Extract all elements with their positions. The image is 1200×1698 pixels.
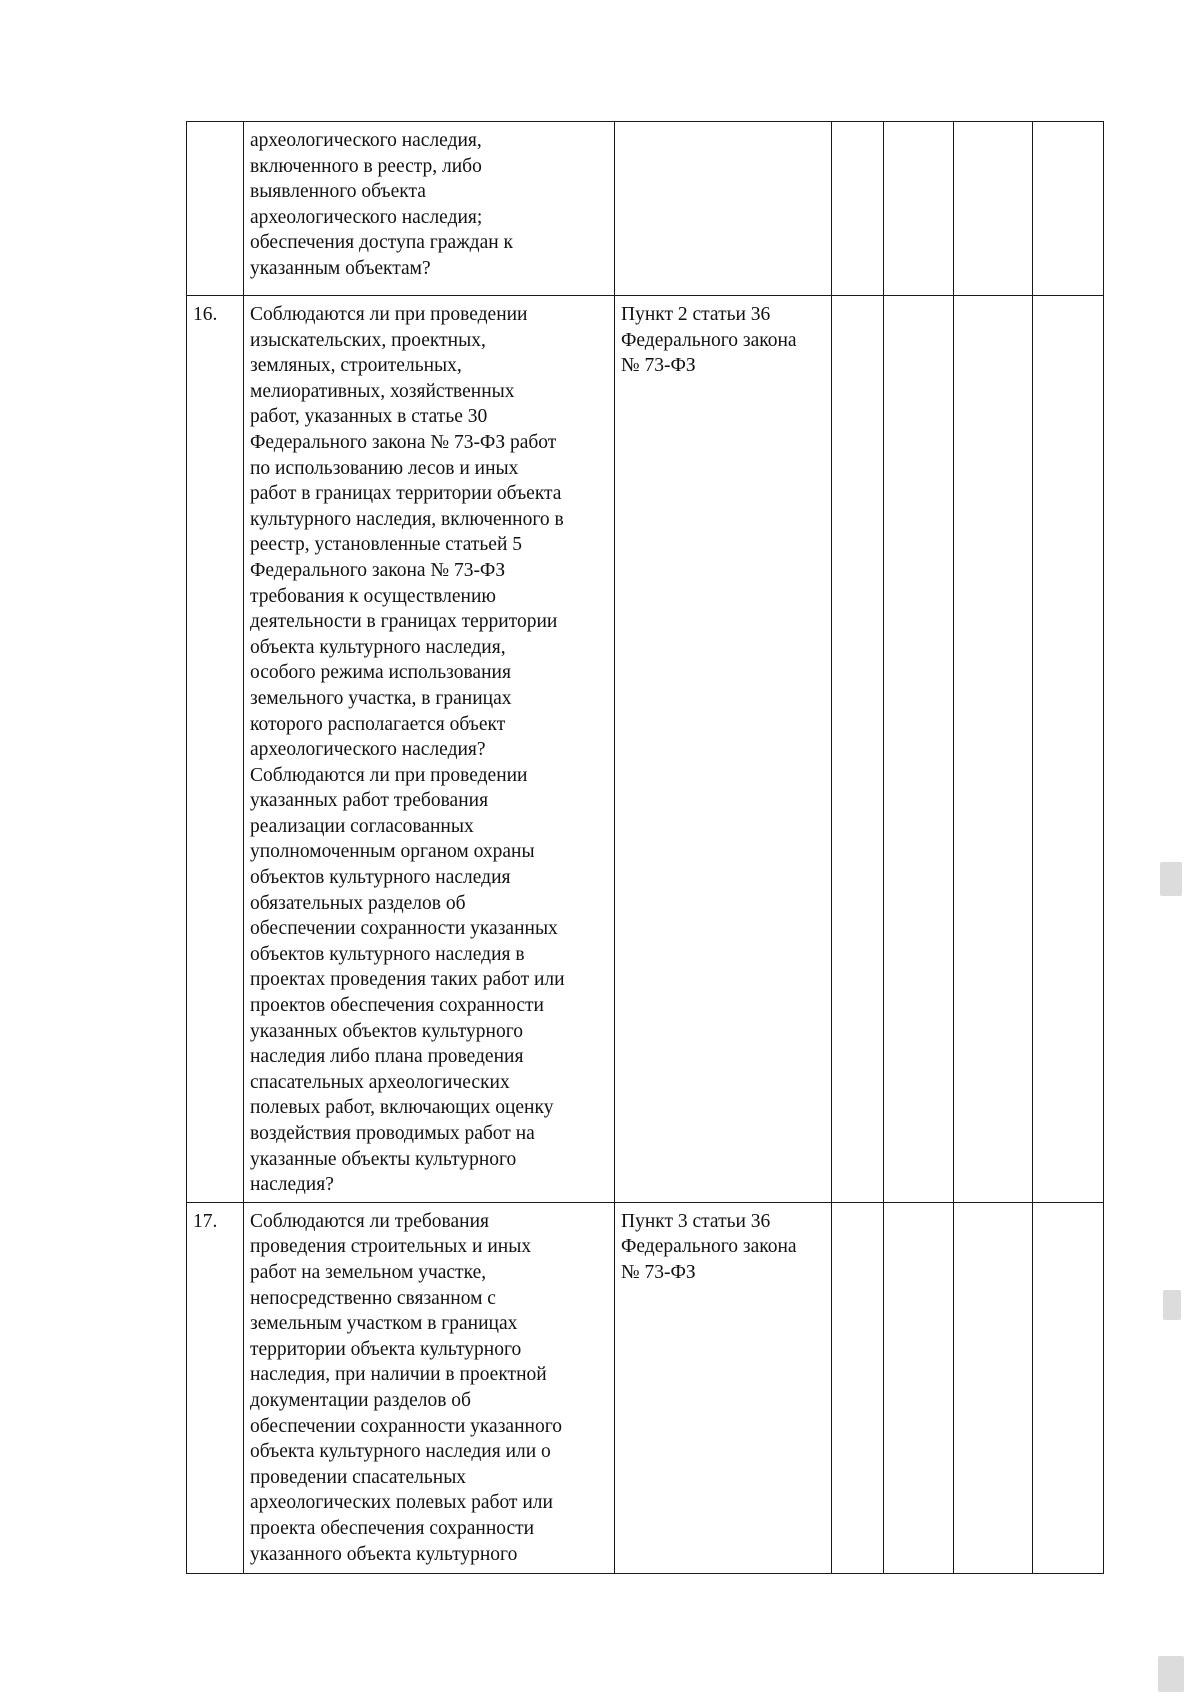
- answer-cell-yes: [832, 1202, 884, 1573]
- note-cell: [1033, 296, 1104, 1203]
- answer-cell-no: [884, 1202, 954, 1573]
- table-row: [187, 1202, 1104, 1573]
- answer-cell-yes: [832, 296, 884, 1203]
- answer-cell-yes: [832, 122, 884, 296]
- table-row: [187, 296, 1104, 1203]
- requirement-text: археологического наследия, включенного в реестр, либо выявленного объекта археологического наследия; обеспечения доступа граждан к указанным объектам?: [244, 122, 615, 296]
- note-cell: [1033, 122, 1104, 296]
- scan-artifact: [1158, 1656, 1184, 1692]
- answer-cell-no: [884, 122, 954, 296]
- answer-cell-not-applicable: [954, 1202, 1033, 1573]
- checklist-table: [186, 121, 1104, 1574]
- legal-reference: Пункт 3 статьи 36 Федерального закона № 73-ФЗ: [615, 1202, 832, 1573]
- row-number: [187, 122, 244, 296]
- row-number: 16.: [187, 296, 244, 1203]
- requirement-text: Соблюдаются ли при проведении изыскательских, проектных, земляных, строительных, мелиоративных, хозяйственных работ, указанных в статье 30 Федерального закона № 73-ФЗ работ по использованию лесов и иных работ в границах территории объекта культурного наследия, включенного в реестр, установленные статьей 5 Федерального закона № 73-ФЗ требования к осуществлению деятельности в границах территории объекта культурного наследия, особого режима использования земельного участка, в границах которого располагается объект археологического наследия? Соблюдаются ли при проведении указанных работ требования реализации согласованных уполномоченным органом охраны объектов культурного наследия обязательных разделов об обеспечении сохранности указанных объектов культурного наследия в проектах проведения таких работ или проектов обеспечения сохранности указанных объектов культурного наследия либо плана проведения спасательных археологических полевых работ, включающих оценку воздействия проводимых работ на указанные объекты культурного наследия?: [244, 296, 615, 1203]
- scan-artifact: [1163, 1290, 1181, 1320]
- legal-reference: Пункт 2 статьи 36 Федерального закона № 73-ФЗ: [615, 296, 832, 1203]
- legal-reference: [615, 122, 832, 296]
- requirement-text: Соблюдаются ли требования проведения строительных и иных работ на земельном участке, непосредственно связанном с земельным участком в границах территории объекта культурного наследия, при наличии в проектной документации разделов об обеспечении сохранности указанного объекта культурного наследия или о проведении спасательных археологических полевых работ или проекта обеспечения сохранности указанного объекта культурного: [244, 1202, 615, 1573]
- table-row: [187, 122, 1104, 296]
- note-cell: [1033, 1202, 1104, 1573]
- answer-cell-not-applicable: [954, 296, 1033, 1203]
- answer-cell-not-applicable: [954, 122, 1033, 296]
- row-number: 17.: [187, 1202, 244, 1573]
- scan-artifact: [1160, 862, 1182, 896]
- answer-cell-no: [884, 296, 954, 1203]
